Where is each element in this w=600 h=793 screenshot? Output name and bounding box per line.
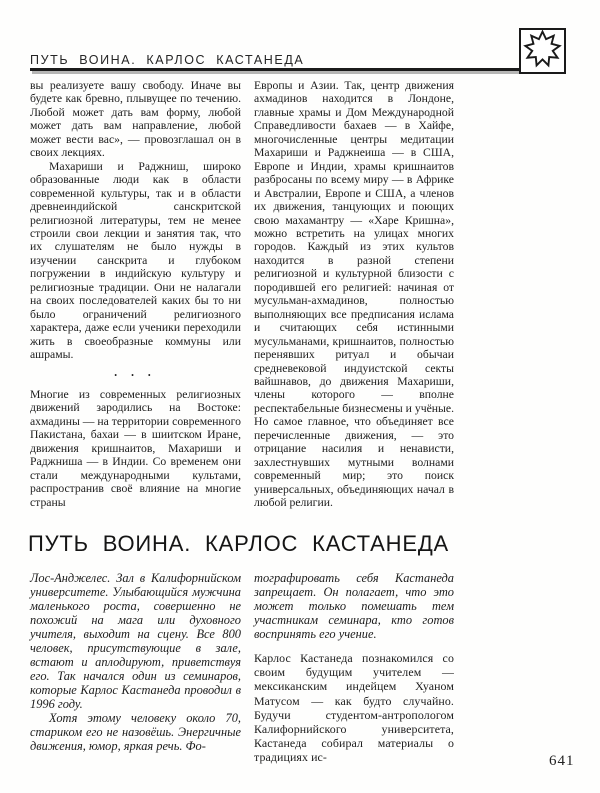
paragraph: Многие из современных религиозных движений зародились на Востоке: ахмадины — на территории современного Пакистана, бахаи — в шиитском Иране, движения кришнаитов, Махариши и Раджниша — в Индии. Со временем они стали международными культами, распространив своё влияние на многие страны <box>30 387 241 509</box>
bottom-right-column <box>254 571 454 765</box>
running-head: ПУТЬ ВОИНА. КАРЛОС КАСТАНЕДА <box>30 53 305 67</box>
bottom-left-column <box>30 571 241 765</box>
bottom-text-block <box>30 571 454 765</box>
paragraph: вы реализуете вашу свободу. Иначе вы будете как бревно, плывущее по течению. Любой может дать вам форму, любой может дать вам направление, любой может вести вас», — провозглашал он в своих лекциях. <box>30 79 241 160</box>
paragraph: Европы и Азии. Так, центр движения ахмадинов находится в Лондоне, главные храмы и Дом Международной Справедливости бахаев — в Хайфе, многочисленные центры медитации Махариши и Раджнеиша — в США, Европе и Индии, храмы кришнаитов разбросаны по всему миру — в Африке и Австралии, Европе и США, а членов их движения, танцующих и поющих свою махамантру — «Харе Кришна», можно встретить на улицах многих городов. Каждый из этих культов находится в разной степени религиозной и культурной близости с породившей его религией: начиная от мусульман-ахмадинов, полностью выполняющих все предписания ислама и считающих себя истинными мусульманами, кришнаитов, полностью перенявших ритуал и обычаи средневековой индуистской секты вайшнавов, до движения Махариши, члены которого — вполне респектабельные бизнесмены и учёные. Но самое главное, что объединяет все перечисленные движения, — это отрицание насилия и ненависти, захлестнувших мутными волнами современный мир; это поиск универсальных, объединяющих начал в любой религии. <box>254 79 454 510</box>
top-text-block <box>30 79 454 510</box>
section-heading: ПУТЬ ВОИНА. КАРЛОС КАСТАНЕДА <box>28 531 449 556</box>
section-separator: • • • <box>114 370 157 380</box>
top-left-column <box>30 79 241 510</box>
paragraph: тографировать себя Кастанеда запрещает. Он полагает, что это может только помешать тем участникам семинара, кто готов воспринять его учение. <box>254 571 454 641</box>
header-rule <box>30 68 519 71</box>
corner-emblem-box <box>519 28 566 74</box>
paragraph: Карлос Кастанеда познакомился со своим будущим учителем — мексиканским индейцем Хуаном Матусом — как будто случайно. Будучи студентом-антропологом Калифорнийского университета, Кастанеда собирал материалы о традициях ис- <box>254 651 454 765</box>
nine-pointed-star-icon <box>522 29 563 74</box>
page-number: 641 <box>549 753 575 769</box>
paragraph: Махариши и Раджниш, широко образованные люди как в области современной культуры, так и в области древнеиндийской санскритской религиозной литературы, тем не менее строили свои лекции и занятия так, что их слушателям не было нужды в изучении санскрита и глубоком погружении в индийскую культуру и религиозные традиции. Они не налагали на своих последователей каких бы то ни было ограничений религиозного характера, даже если ученики переходили жить в своеобразные коммуны или ашрамы. <box>30 159 241 362</box>
paragraph: Хотя этому человеку около 70, стариком его не назовёшь. Энергичные движения, юмор, яркая речь. Фо- <box>30 711 241 753</box>
top-right-column <box>254 79 454 510</box>
paragraph: Лос-Анджелес. Зал в Калифорнийском университете. Улыбающийся мужчина маленького роста, совершенно не похожий на мага или духовного учителя, выходит на сцену. Все 800 человек, присутствующие в зале, встают и аплодируют, приветствуя его. Так начался один из семинаров, которые Карлос Кастанеда проводил в 1996 году. <box>30 571 241 711</box>
